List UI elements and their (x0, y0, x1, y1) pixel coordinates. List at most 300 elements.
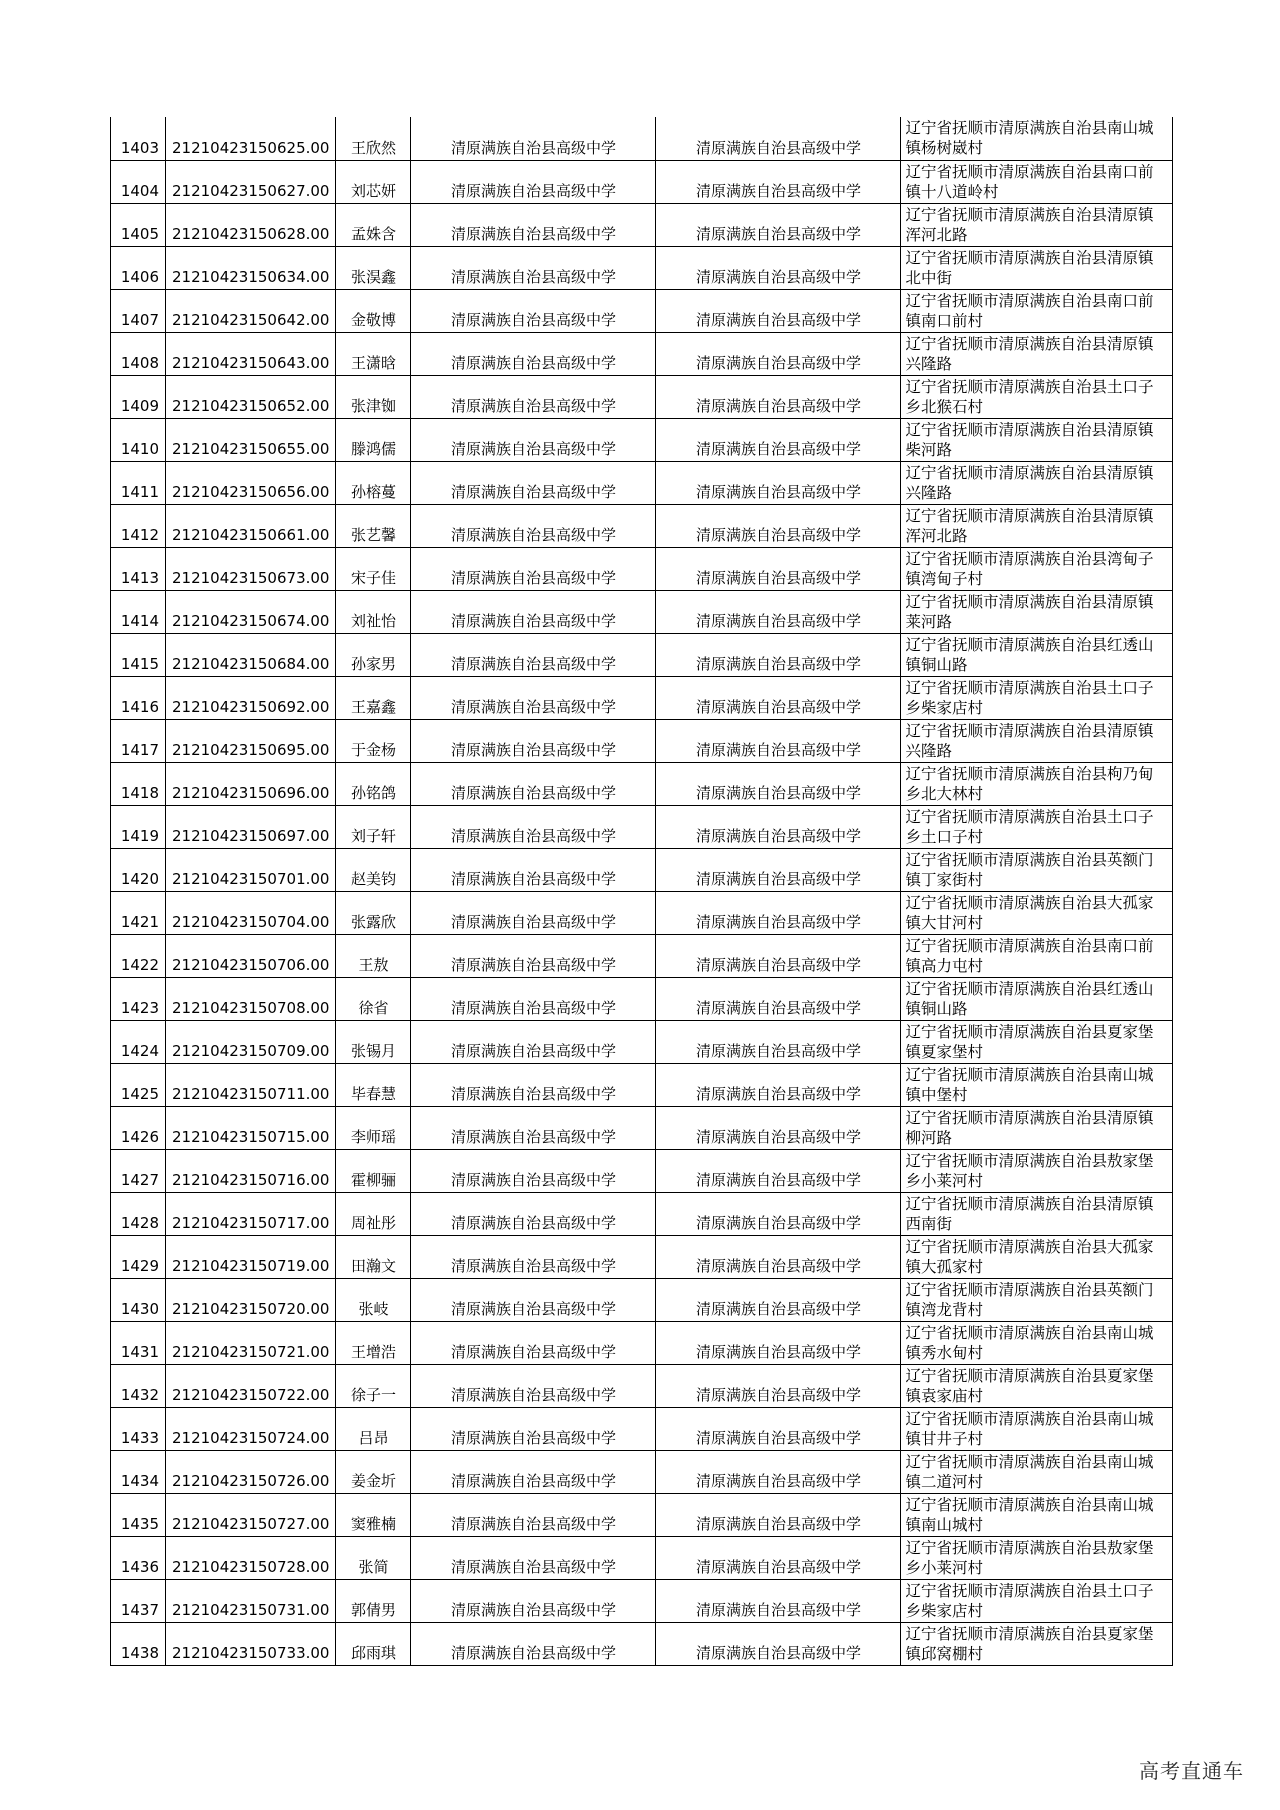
address-line-1: 辽宁省抚顺市清原满族自治县敖家堡 (905, 1538, 1154, 1557)
school-cell: 清原满族自治县高级中学 (411, 891, 656, 934)
row-number-cell: 1419 (111, 805, 166, 848)
student-name-cell: 张露欣 (336, 891, 411, 934)
address-line-2: 镇甘井子村 (905, 1429, 983, 1448)
table-row (111, 1149, 1173, 1192)
school-cell: 清原满族自治县高级中学 (411, 934, 656, 977)
school-cell: 清原满族自治县高级中学 (411, 1407, 656, 1450)
address-cell (901, 719, 1173, 762)
table-row (111, 1063, 1173, 1106)
school-cell: 清原满族自治县高级中学 (411, 1192, 656, 1235)
school-cell: 清原满族自治县高级中学 (411, 418, 656, 461)
row-number-cell: 1435 (111, 1493, 166, 1536)
address-cell (901, 1149, 1173, 1192)
row-number-cell: 1417 (111, 719, 166, 762)
address-line-2: 镇南口前村 (905, 311, 983, 330)
exam-id-cell: 21210423150661.00 (166, 504, 336, 547)
admission-school-cell: 清原满族自治县高级中学 (656, 848, 901, 891)
exam-id-cell: 21210423150720.00 (166, 1278, 336, 1321)
exam-id-cell: 21210423150625.00 (166, 117, 336, 160)
student-name-cell: 姜金圻 (336, 1450, 411, 1493)
address-line-1: 辽宁省抚顺市清原满族自治县土口子 (905, 678, 1154, 697)
student-name-cell: 刘子轩 (336, 805, 411, 848)
table-row (111, 977, 1173, 1020)
exam-id-cell: 21210423150709.00 (166, 1020, 336, 1063)
student-name-cell: 邱雨琪 (336, 1622, 411, 1665)
address-line-1: 辽宁省抚顺市清原满族自治县清原镇 (905, 506, 1154, 525)
address-line-2: 镇湾龙背村 (905, 1300, 983, 1319)
address-line-1: 辽宁省抚顺市清原满族自治县南口前 (905, 936, 1154, 955)
student-name-cell: 王敖 (336, 934, 411, 977)
admission-school-cell: 清原满族自治县高级中学 (656, 1493, 901, 1536)
table-row (111, 1579, 1173, 1622)
address-cell (901, 934, 1173, 977)
row-number-cell: 1408 (111, 332, 166, 375)
school-cell: 清原满族自治县高级中学 (411, 246, 656, 289)
exam-id-cell: 21210423150711.00 (166, 1063, 336, 1106)
student-name-cell: 金敬博 (336, 289, 411, 332)
address-line-1: 辽宁省抚顺市清原满族自治县南山城 (905, 119, 1154, 138)
admission-school-cell: 清原满族自治县高级中学 (656, 461, 901, 504)
school-cell: 清原满族自治县高级中学 (411, 1063, 656, 1106)
address-cell (901, 1407, 1173, 1450)
row-number-cell: 1411 (111, 461, 166, 504)
address-cell (901, 977, 1173, 1020)
student-name-cell: 毕春慧 (336, 1063, 411, 1106)
school-cell: 清原满族自治县高级中学 (411, 461, 656, 504)
row-number-cell: 1422 (111, 934, 166, 977)
admission-school-cell: 清原满族自治县高级中学 (656, 719, 901, 762)
address-line-1: 辽宁省抚顺市清原满族自治县清原镇 (905, 420, 1154, 439)
student-name-cell: 王嘉鑫 (336, 676, 411, 719)
admission-school-cell: 清原满族自治县高级中学 (656, 1622, 901, 1665)
admission-school-cell: 清原满族自治县高级中学 (656, 805, 901, 848)
school-cell: 清原满族自治县高级中学 (411, 1020, 656, 1063)
table-row (111, 719, 1173, 762)
exam-id-cell: 21210423150628.00 (166, 203, 336, 246)
admission-school-cell: 清原满族自治县高级中学 (656, 375, 901, 418)
school-cell: 清原满族自治县高级中学 (411, 203, 656, 246)
address-line-2: 乡北大林村 (905, 784, 983, 803)
table-row (111, 504, 1173, 547)
student-name-cell: 王欣然 (336, 117, 411, 160)
table-row (111, 1450, 1173, 1493)
address-line-1: 辽宁省抚顺市清原满族自治县清原镇 (905, 248, 1154, 267)
row-number-cell: 1414 (111, 590, 166, 633)
address-line-2: 镇大孤家村 (905, 1257, 983, 1276)
address-cell (901, 461, 1173, 504)
exam-id-cell: 21210423150692.00 (166, 676, 336, 719)
address-cell (901, 1622, 1173, 1665)
table-row (111, 934, 1173, 977)
address-line-2: 乡土口子村 (905, 827, 983, 846)
exam-id-cell: 21210423150724.00 (166, 1407, 336, 1450)
admission-school-cell: 清原满族自治县高级中学 (656, 1364, 901, 1407)
row-number-cell: 1433 (111, 1407, 166, 1450)
address-cell (901, 289, 1173, 332)
row-number-cell: 1423 (111, 977, 166, 1020)
table-row (111, 1622, 1173, 1665)
admission-school-cell: 清原满族自治县高级中学 (656, 977, 901, 1020)
student-name-cell: 刘芯妍 (336, 160, 411, 203)
row-number-cell: 1418 (111, 762, 166, 805)
address-line-2: 乡小莱河村 (905, 1171, 983, 1190)
student-name-cell: 刘祉怡 (336, 590, 411, 633)
address-line-1: 辽宁省抚顺市清原满族自治县南口前 (905, 162, 1154, 181)
address-line-2: 莱河路 (905, 612, 952, 631)
address-line-2: 镇南山城村 (905, 1515, 983, 1534)
admission-school-cell: 清原满族自治县高级中学 (656, 1278, 901, 1321)
admission-school-cell: 清原满族自治县高级中学 (656, 1192, 901, 1235)
address-line-2: 柳河路 (905, 1128, 952, 1147)
school-cell: 清原满族自治县高级中学 (411, 590, 656, 633)
school-cell: 清原满族自治县高级中学 (411, 977, 656, 1020)
address-line-2: 镇铜山路 (905, 655, 968, 674)
student-name-cell: 张津铷 (336, 375, 411, 418)
school-cell: 清原满族自治县高级中学 (411, 1622, 656, 1665)
address-line-2: 浑河北路 (905, 225, 968, 244)
table-row (111, 461, 1173, 504)
address-line-2: 镇邱窝棚村 (905, 1644, 983, 1663)
table-row (111, 590, 1173, 633)
table-row (111, 375, 1173, 418)
address-line-1: 辽宁省抚顺市清原满族自治县清原镇 (905, 1108, 1154, 1127)
address-cell (901, 117, 1173, 160)
address-line-1: 辽宁省抚顺市清原满族自治县清原镇 (905, 463, 1154, 482)
school-cell: 清原满族自治县高级中学 (411, 547, 656, 590)
address-line-1: 辽宁省抚顺市清原满族自治县南山城 (905, 1452, 1154, 1471)
table-row (111, 117, 1173, 160)
school-cell: 清原满族自治县高级中学 (411, 1493, 656, 1536)
exam-id-cell: 21210423150643.00 (166, 332, 336, 375)
row-number-cell: 1434 (111, 1450, 166, 1493)
table-row (111, 1235, 1173, 1278)
exam-id-cell: 21210423150634.00 (166, 246, 336, 289)
table-row (111, 418, 1173, 461)
address-cell (901, 1536, 1173, 1579)
school-cell: 清原满族自治县高级中学 (411, 117, 656, 160)
table-row (111, 1364, 1173, 1407)
address-line-2: 兴隆路 (905, 741, 952, 760)
address-line-1: 辽宁省抚顺市清原满族自治县清原镇 (905, 205, 1154, 224)
student-name-cell: 张简 (336, 1536, 411, 1579)
exam-id-cell: 21210423150719.00 (166, 1235, 336, 1278)
exam-id-cell: 21210423150655.00 (166, 418, 336, 461)
school-cell: 清原满族自治县高级中学 (411, 762, 656, 805)
address-line-2: 镇夏家堡村 (905, 1042, 983, 1061)
student-name-cell: 孙榕蔓 (336, 461, 411, 504)
student-name-cell: 徐省 (336, 977, 411, 1020)
school-cell: 清原满族自治县高级中学 (411, 1149, 656, 1192)
student-name-cell: 滕鸿儒 (336, 418, 411, 461)
school-cell: 清原满族自治县高级中学 (411, 719, 656, 762)
address-line-1: 辽宁省抚顺市清原满族自治县枸乃甸 (905, 764, 1154, 783)
student-name-cell: 张淏鑫 (336, 246, 411, 289)
address-line-2: 乡柴家店村 (905, 1601, 983, 1620)
admission-school-cell: 清原满族自治县高级中学 (656, 160, 901, 203)
school-cell: 清原满族自治县高级中学 (411, 332, 656, 375)
school-cell: 清原满族自治县高级中学 (411, 1536, 656, 1579)
row-number-cell: 1432 (111, 1364, 166, 1407)
row-number-cell: 1426 (111, 1106, 166, 1149)
row-number-cell: 1407 (111, 289, 166, 332)
exam-id-cell: 21210423150704.00 (166, 891, 336, 934)
student-name-cell: 周祉彤 (336, 1192, 411, 1235)
address-line-1: 辽宁省抚顺市清原满族自治县敖家堡 (905, 1151, 1154, 1170)
row-number-cell: 1406 (111, 246, 166, 289)
row-number-cell: 1437 (111, 1579, 166, 1622)
table-row (111, 805, 1173, 848)
row-number-cell: 1428 (111, 1192, 166, 1235)
address-line-2: 镇湾甸子村 (905, 569, 983, 588)
address-line-1: 辽宁省抚顺市清原满族自治县红透山 (905, 635, 1154, 654)
row-number-cell: 1425 (111, 1063, 166, 1106)
row-number-cell: 1403 (111, 117, 166, 160)
exam-id-cell: 21210423150733.00 (166, 1622, 336, 1665)
exam-id-cell: 21210423150674.00 (166, 590, 336, 633)
exam-id-cell: 21210423150701.00 (166, 848, 336, 891)
exam-id-cell: 21210423150715.00 (166, 1106, 336, 1149)
address-cell (901, 246, 1173, 289)
row-number-cell: 1436 (111, 1536, 166, 1579)
school-cell: 清原满族自治县高级中学 (411, 160, 656, 203)
address-line-2: 北中街 (905, 268, 952, 287)
row-number-cell: 1421 (111, 891, 166, 934)
admission-school-cell: 清原满族自治县高级中学 (656, 934, 901, 977)
admission-school-cell: 清原满族自治县高级中学 (656, 1106, 901, 1149)
address-cell (901, 375, 1173, 418)
student-name-cell: 徐子一 (336, 1364, 411, 1407)
address-line-1: 辽宁省抚顺市清原满族自治县南山城 (905, 1065, 1154, 1084)
address-line-1: 辽宁省抚顺市清原满族自治县清原镇 (905, 1194, 1154, 1213)
exam-id-cell: 21210423150695.00 (166, 719, 336, 762)
address-cell (901, 848, 1173, 891)
address-line-2: 镇杨树崴村 (905, 139, 983, 158)
student-name-cell: 王增浩 (336, 1321, 411, 1364)
student-name-cell: 王潇晗 (336, 332, 411, 375)
address-line-1: 辽宁省抚顺市清原满族自治县夏家堡 (905, 1022, 1154, 1041)
address-line-2: 镇丁家街村 (905, 870, 983, 889)
table-row (111, 848, 1173, 891)
admission-school-cell: 清原满族自治县高级中学 (656, 1020, 901, 1063)
address-line-2: 镇高力屯村 (905, 956, 983, 975)
school-cell: 清原满族自治县高级中学 (411, 289, 656, 332)
address-line-1: 辽宁省抚顺市清原满族自治县夏家堡 (905, 1366, 1154, 1385)
address-cell (901, 590, 1173, 633)
address-line-1: 辽宁省抚顺市清原满族自治县土口子 (905, 377, 1154, 396)
admission-school-cell: 清原满族自治县高级中学 (656, 1063, 901, 1106)
address-cell (901, 160, 1173, 203)
table-row (111, 1407, 1173, 1450)
row-number-cell: 1409 (111, 375, 166, 418)
watermark-text: 高考直通车 (1139, 1759, 1244, 1783)
admission-school-cell: 清原满族自治县高级中学 (656, 289, 901, 332)
admission-school-cell: 清原满族自治县高级中学 (656, 762, 901, 805)
table-row (111, 547, 1173, 590)
exam-id-cell: 21210423150722.00 (166, 1364, 336, 1407)
exam-id-cell: 21210423150652.00 (166, 375, 336, 418)
table-row (111, 203, 1173, 246)
address-line-1: 辽宁省抚顺市清原满族自治县土口子 (905, 1581, 1154, 1600)
exam-id-cell: 21210423150717.00 (166, 1192, 336, 1235)
table-row (111, 891, 1173, 934)
address-cell (901, 762, 1173, 805)
admission-school-cell: 清原满族自治县高级中学 (656, 1579, 901, 1622)
address-line-2: 镇大甘河村 (905, 913, 983, 932)
admission-school-cell: 清原满族自治县高级中学 (656, 1407, 901, 1450)
school-cell: 清原满族自治县高级中学 (411, 504, 656, 547)
address-cell (901, 1579, 1173, 1622)
exam-id-cell: 21210423150731.00 (166, 1579, 336, 1622)
student-name-cell: 孟姝含 (336, 203, 411, 246)
student-name-cell: 于金杨 (336, 719, 411, 762)
address-line-2: 镇秀水甸村 (905, 1343, 983, 1362)
address-line-1: 辽宁省抚顺市清原满族自治县南山城 (905, 1409, 1154, 1428)
table-row (111, 289, 1173, 332)
address-cell (901, 1321, 1173, 1364)
student-name-cell: 宋子佳 (336, 547, 411, 590)
table-row (111, 332, 1173, 375)
roster-table (110, 117, 1173, 1666)
address-line-2: 镇二道河村 (905, 1472, 983, 1491)
address-line-1: 辽宁省抚顺市清原满族自治县清原镇 (905, 721, 1154, 740)
address-line-1: 辽宁省抚顺市清原满族自治县清原镇 (905, 592, 1154, 611)
table-row (111, 762, 1173, 805)
row-number-cell: 1404 (111, 160, 166, 203)
admission-school-cell: 清原满族自治县高级中学 (656, 332, 901, 375)
row-number-cell: 1429 (111, 1235, 166, 1278)
address-line-2: 镇中堡村 (905, 1085, 968, 1104)
student-name-cell: 郭倩男 (336, 1579, 411, 1622)
address-line-2: 乡北猴石村 (905, 397, 983, 416)
exam-id-cell: 21210423150642.00 (166, 289, 336, 332)
student-name-cell: 孙家男 (336, 633, 411, 676)
address-cell (901, 1493, 1173, 1536)
address-line-1: 辽宁省抚顺市清原满族自治县大孤家 (905, 893, 1154, 912)
address-line-1: 辽宁省抚顺市清原满族自治县南山城 (905, 1323, 1154, 1342)
address-cell (901, 805, 1173, 848)
admission-school-cell: 清原满族自治县高级中学 (656, 1321, 901, 1364)
school-cell: 清原满族自治县高级中学 (411, 676, 656, 719)
address-cell (901, 332, 1173, 375)
student-name-cell: 张艺馨 (336, 504, 411, 547)
admission-school-cell: 清原满族自治县高级中学 (656, 590, 901, 633)
school-cell: 清原满族自治县高级中学 (411, 1579, 656, 1622)
address-cell (901, 676, 1173, 719)
address-line-2: 西南街 (905, 1214, 952, 1233)
address-line-2: 浑河北路 (905, 526, 968, 545)
admission-school-cell: 清原满族自治县高级中学 (656, 1450, 901, 1493)
address-cell (901, 1063, 1173, 1106)
address-cell (901, 633, 1173, 676)
exam-id-cell: 21210423150716.00 (166, 1149, 336, 1192)
school-cell: 清原满族自治县高级中学 (411, 1278, 656, 1321)
address-line-1: 辽宁省抚顺市清原满族自治县大孤家 (905, 1237, 1154, 1256)
address-line-1: 辽宁省抚顺市清原满族自治县清原镇 (905, 334, 1154, 353)
table-row (111, 1020, 1173, 1063)
address-cell (901, 1450, 1173, 1493)
address-line-1: 辽宁省抚顺市清原满族自治县夏家堡 (905, 1624, 1154, 1643)
address-line-2: 兴隆路 (905, 483, 952, 502)
table-row (111, 1106, 1173, 1149)
student-name-cell: 赵美钧 (336, 848, 411, 891)
exam-id-cell: 21210423150697.00 (166, 805, 336, 848)
address-cell (901, 1020, 1173, 1063)
address-line-1: 辽宁省抚顺市清原满族自治县南山城 (905, 1495, 1154, 1514)
exam-id-cell: 21210423150726.00 (166, 1450, 336, 1493)
school-cell: 清原满族自治县高级中学 (411, 1450, 656, 1493)
row-number-cell: 1405 (111, 203, 166, 246)
admission-school-cell: 清原满族自治县高级中学 (656, 203, 901, 246)
row-number-cell: 1410 (111, 418, 166, 461)
school-cell: 清原满族自治县高级中学 (411, 1106, 656, 1149)
exam-id-cell: 21210423150721.00 (166, 1321, 336, 1364)
address-line-2: 乡小莱河村 (905, 1558, 983, 1577)
admission-school-cell: 清原满族自治县高级中学 (656, 633, 901, 676)
exam-id-cell: 21210423150656.00 (166, 461, 336, 504)
address-cell (901, 1192, 1173, 1235)
admission-school-cell: 清原满族自治县高级中学 (656, 117, 901, 160)
exam-id-cell: 21210423150684.00 (166, 633, 336, 676)
row-number-cell: 1424 (111, 1020, 166, 1063)
row-number-cell: 1413 (111, 547, 166, 590)
row-number-cell: 1412 (111, 504, 166, 547)
address-cell (901, 1235, 1173, 1278)
address-line-2: 镇袁家庙村 (905, 1386, 983, 1405)
address-line-1: 辽宁省抚顺市清原满族自治县湾甸子 (905, 549, 1154, 568)
table-row (111, 633, 1173, 676)
address-cell (901, 504, 1173, 547)
roster-table-body (111, 117, 1173, 1665)
table-row (111, 1278, 1173, 1321)
school-cell: 清原满族自治县高级中学 (411, 1321, 656, 1364)
table-row (111, 1321, 1173, 1364)
student-name-cell: 张岐 (336, 1278, 411, 1321)
exam-id-cell: 21210423150696.00 (166, 762, 336, 805)
exam-id-cell: 21210423150673.00 (166, 547, 336, 590)
exam-id-cell: 21210423150706.00 (166, 934, 336, 977)
address-line-1: 辽宁省抚顺市清原满族自治县红透山 (905, 979, 1154, 998)
admission-school-cell: 清原满族自治县高级中学 (656, 246, 901, 289)
row-number-cell: 1438 (111, 1622, 166, 1665)
table-row (111, 246, 1173, 289)
student-name-cell: 孙铭鸽 (336, 762, 411, 805)
table-row (111, 1536, 1173, 1579)
admission-school-cell: 清原满族自治县高级中学 (656, 891, 901, 934)
row-number-cell: 1427 (111, 1149, 166, 1192)
address-line-2: 柴河路 (905, 440, 952, 459)
table-row (111, 676, 1173, 719)
admission-school-cell: 清原满族自治县高级中学 (656, 1536, 901, 1579)
address-line-1: 辽宁省抚顺市清原满族自治县南口前 (905, 291, 1154, 310)
address-line-2: 兴隆路 (905, 354, 952, 373)
student-name-cell: 吕昂 (336, 1407, 411, 1450)
address-line-2: 镇十八道岭村 (905, 182, 999, 201)
school-cell: 清原满族自治县高级中学 (411, 633, 656, 676)
address-cell (901, 418, 1173, 461)
exam-id-cell: 21210423150728.00 (166, 1536, 336, 1579)
address-line-1: 辽宁省抚顺市清原满族自治县英额门 (905, 850, 1154, 869)
address-line-2: 镇铜山路 (905, 999, 968, 1018)
admission-school-cell: 清原满族自治县高级中学 (656, 418, 901, 461)
table-row (111, 160, 1173, 203)
address-line-2: 乡柴家店村 (905, 698, 983, 717)
exam-id-cell: 21210423150727.00 (166, 1493, 336, 1536)
address-cell (901, 1278, 1173, 1321)
admission-school-cell: 清原满族自治县高级中学 (656, 676, 901, 719)
exam-id-cell: 21210423150627.00 (166, 160, 336, 203)
address-cell (901, 547, 1173, 590)
table-row (111, 1493, 1173, 1536)
